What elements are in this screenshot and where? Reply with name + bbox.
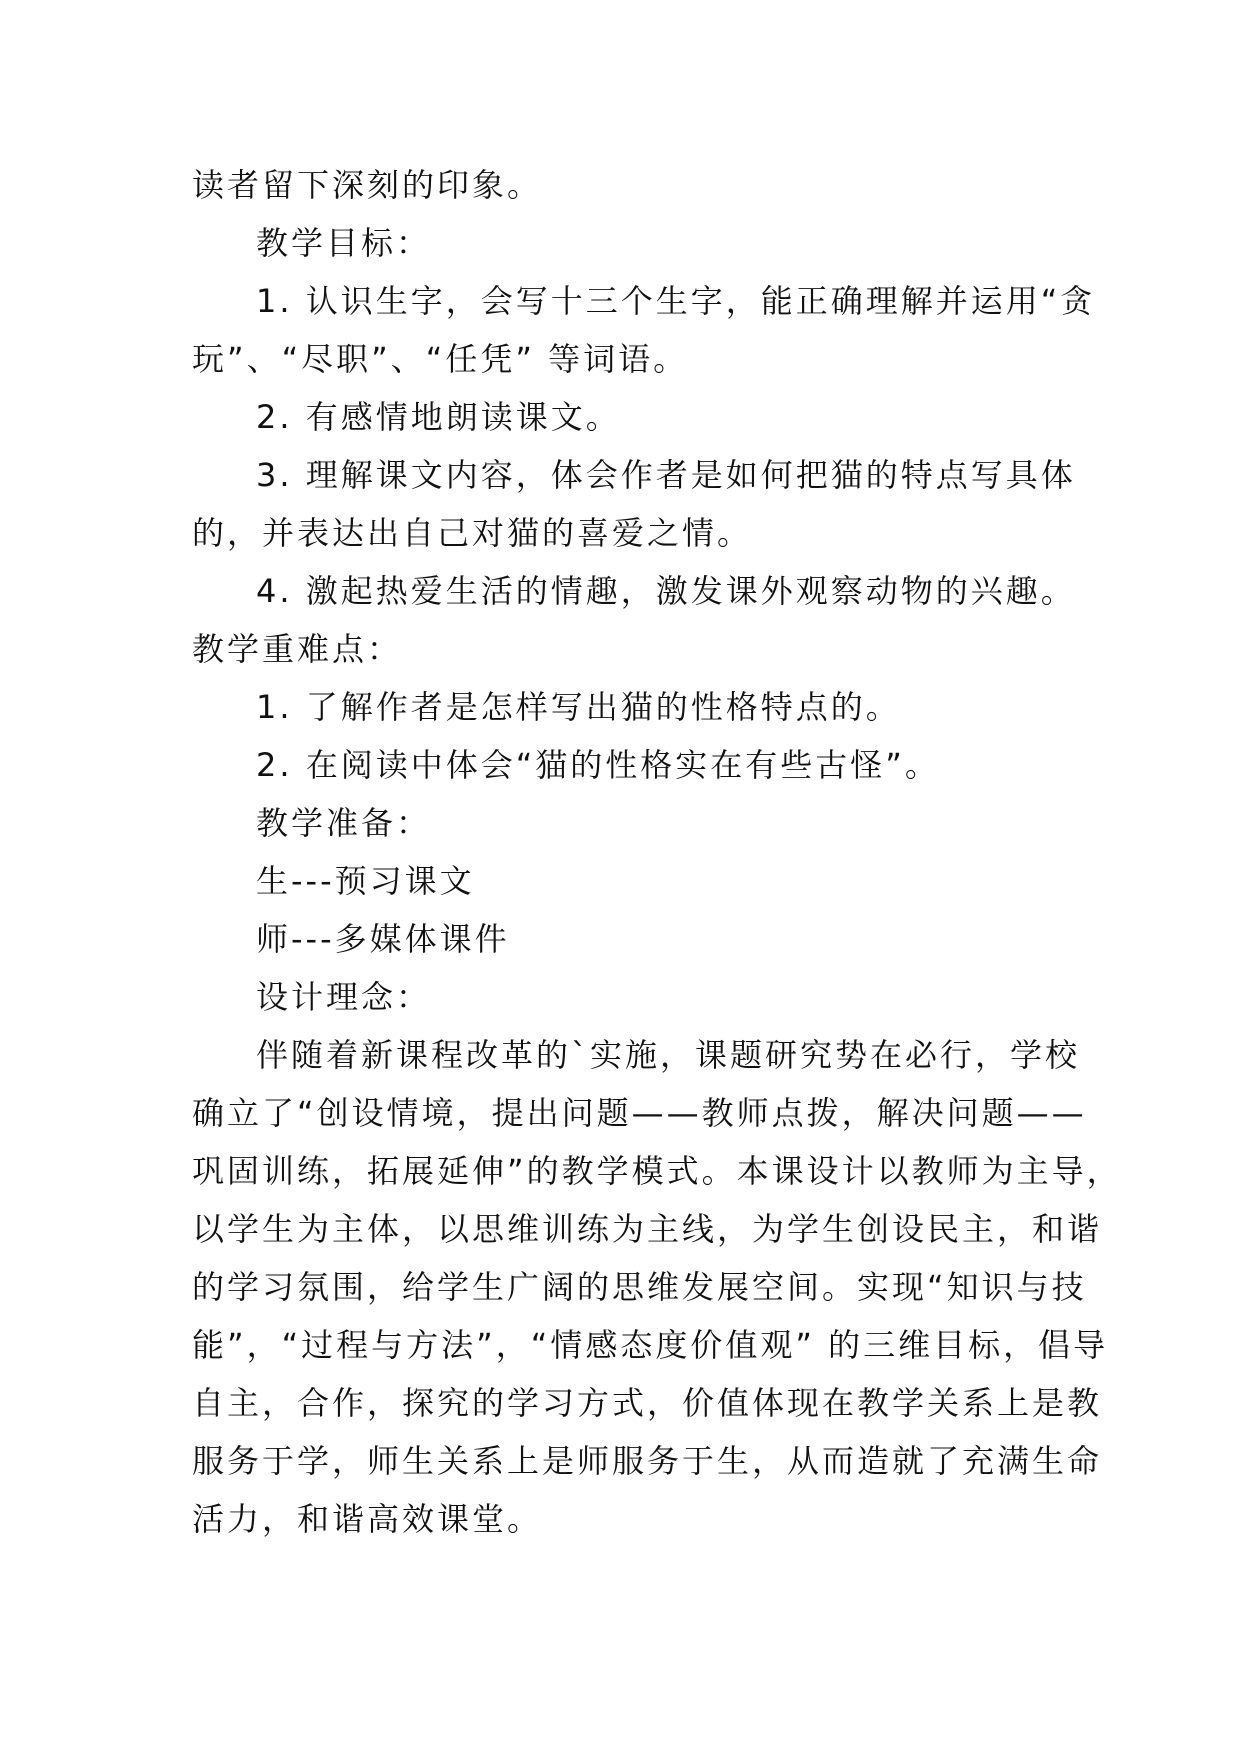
section-heading-objectives: 教学目标：	[256, 224, 432, 262]
section-heading-preparation: 教学准备：	[256, 804, 432, 842]
section-heading-key-points: 教学重难点：	[192, 630, 403, 668]
text-line: 读者留下深刻的印象。	[192, 166, 543, 204]
text-line: 2. 在阅读中体会“猫的性格实在有些古怪”。	[256, 746, 940, 784]
text-line: 确立了“创设情境，提出问题——教师点拨，解决问题——	[192, 1094, 1087, 1132]
text-line: 自主，合作，探究的学习方式，价值体现在教学关系上是教	[192, 1384, 1103, 1422]
text-line: 以学生为主体，以思维训练为主线，为学生创设民主，和谐	[192, 1210, 1103, 1248]
text-line: 的，并表达出自己对猫的喜爱之情。	[192, 514, 753, 552]
text-line: 玩”、“尽职”、“任凭” 等词语。	[192, 340, 689, 378]
text-line: 1. 了解作者是怎样写出猫的性格特点的。	[256, 688, 901, 726]
text-line: 2. 有感情地朗读课文。	[256, 398, 621, 436]
text-line: 4. 激起热爱生活的情趣，激发课外观察动物的兴趣。	[256, 572, 1076, 610]
text-line: 生---预习课文	[256, 862, 475, 900]
text-line: 活力，和谐高效课堂。	[192, 1500, 543, 1538]
text-line: 师---多媒体课件	[256, 920, 510, 958]
document-body	[192, 156, 1122, 1548]
text-line: 能”，“过程与方法”，“情感态度价值观” 的三维目标，倡导	[192, 1326, 1109, 1364]
text-line: 3. 理解课文内容，体会作者是如何把猫的特点写具体	[256, 456, 1076, 494]
text-line: 的学习氛围，给学生广阔的思维发展空间。实现“知识与技	[192, 1268, 1087, 1306]
section-heading-design-concept: 设计理念：	[256, 978, 432, 1016]
text-line: 巩固训练，拓展延伸”的教学模式。本课设计以教师为主导，	[192, 1152, 1122, 1190]
text-line: 1. 认识生字，会写十三个生字，能正确理解并运用“贪	[256, 282, 1096, 320]
text-line: 伴随着新课程改革的`实施，课题研究势在必行，学校	[256, 1036, 1081, 1074]
text-line: 服务于学，师生关系上是师服务于生，从而造就了充满生命	[192, 1442, 1103, 1480]
